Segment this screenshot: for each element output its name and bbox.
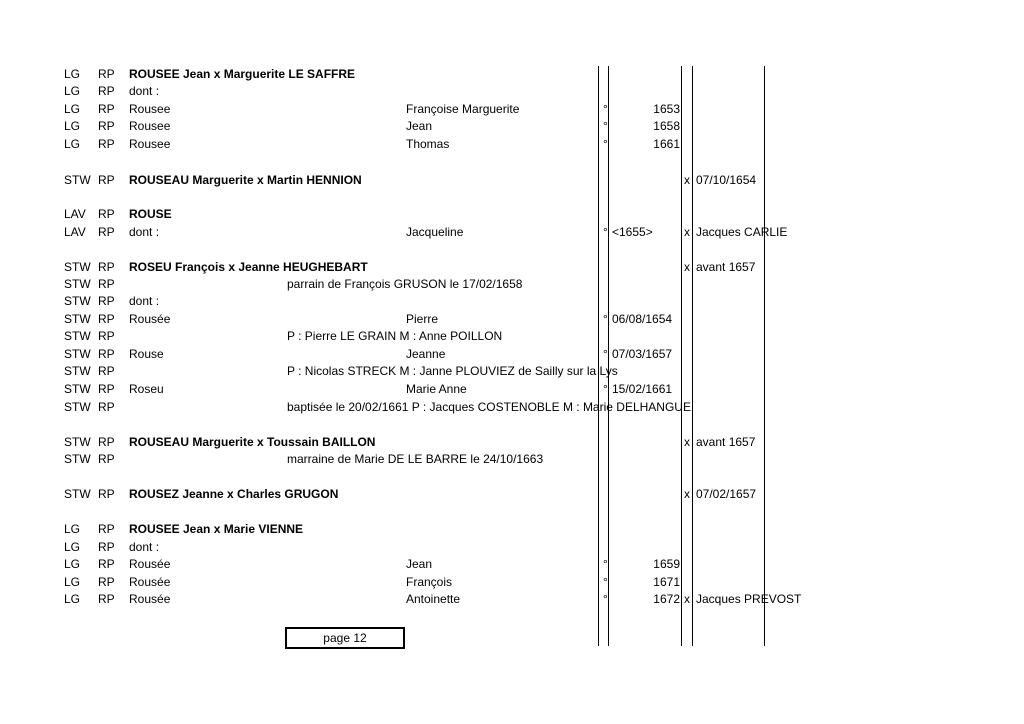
- person-name: dont :: [129, 84, 160, 98]
- birth-mark: °: [603, 557, 608, 571]
- record-type: RP: [98, 400, 115, 414]
- birth-year: 1672: [653, 592, 680, 606]
- record-row: [0, 118, 1024, 135]
- marriage-info: Jacques CARLIE: [696, 225, 788, 239]
- birth-date: 15/02/1661: [612, 382, 673, 396]
- record-note: P : Pierre LE GRAIN M : Anne POILLON: [287, 329, 503, 343]
- marriage-mark: x: [684, 487, 690, 501]
- record-type: RP: [98, 540, 115, 554]
- marriage-info: avant 1657: [696, 260, 756, 274]
- birth-mark: °: [603, 225, 608, 239]
- person-name: Rouse: [129, 347, 164, 361]
- record-row: [0, 399, 1024, 416]
- person-name: ROUSE: [129, 207, 172, 221]
- birth-mark: °: [603, 102, 608, 116]
- first-name: Jacqueline: [406, 225, 464, 239]
- marriage-mark: x: [684, 435, 690, 449]
- record-row: [0, 83, 1024, 100]
- record-row: [0, 381, 1024, 398]
- person-name: Rousée: [129, 592, 171, 606]
- source-code: LG: [64, 540, 81, 554]
- birth-year: 1661: [653, 137, 680, 151]
- first-name: Marie Anne: [406, 382, 467, 396]
- marriage-info: Jacques PREVOST: [696, 592, 802, 606]
- record-type: RP: [98, 435, 115, 449]
- source-code: LG: [64, 137, 81, 151]
- record-row: [0, 293, 1024, 310]
- record-row: [0, 206, 1024, 223]
- record-type: RP: [98, 312, 115, 326]
- record-type: RP: [98, 522, 115, 536]
- record-row: [0, 521, 1024, 538]
- record-type: RP: [98, 294, 115, 308]
- person-name: ROSEU François x Jeanne HEUGHEBART: [129, 260, 368, 274]
- birth-date: <1655>: [612, 225, 653, 239]
- record-type: RP: [98, 592, 115, 606]
- marriage-mark: x: [684, 225, 690, 239]
- marriage-mark: x: [684, 173, 690, 187]
- birth-year: 1671: [653, 575, 680, 589]
- record-row: [0, 224, 1024, 241]
- person-name: ROUSEZ Jeanne x Charles GRUGON: [129, 487, 339, 501]
- source-code: STW: [64, 260, 91, 274]
- person-name: ROUSEE Jean x Marguerite LE SAFFRE: [129, 67, 356, 81]
- first-name: Thomas: [406, 137, 450, 151]
- record-type: RP: [98, 260, 115, 274]
- record-row: [0, 259, 1024, 276]
- record-row: [0, 363, 1024, 380]
- first-name: Jeanne: [406, 347, 446, 361]
- person-name: dont :: [129, 540, 160, 554]
- record-row: [0, 172, 1024, 189]
- person-name: ROUSEAU Marguerite x Martin HENNION: [129, 173, 362, 187]
- record-type: RP: [98, 382, 115, 396]
- source-code: LG: [64, 119, 81, 133]
- record-row: [0, 451, 1024, 468]
- marriage-info: 07/10/1654: [696, 173, 757, 187]
- birth-mark: °: [603, 119, 608, 133]
- record-row: [0, 328, 1024, 345]
- record-type: RP: [98, 277, 115, 291]
- record-type: RP: [98, 347, 115, 361]
- record-type: RP: [98, 557, 115, 571]
- source-code: STW: [64, 347, 91, 361]
- record-type: RP: [98, 119, 115, 133]
- first-name: Jean: [406, 557, 433, 571]
- record-type: RP: [98, 225, 115, 239]
- source-code: STW: [64, 312, 91, 326]
- person-name: Rousée: [129, 312, 171, 326]
- source-code: LG: [64, 575, 81, 589]
- source-code: STW: [64, 487, 91, 501]
- source-code: STW: [64, 294, 91, 308]
- source-code: LG: [64, 102, 81, 116]
- record-type: RP: [98, 84, 115, 98]
- birth-year: 1653: [653, 102, 680, 116]
- source-code: LG: [64, 522, 81, 536]
- page-number-box: [285, 627, 405, 649]
- record-type: RP: [98, 329, 115, 343]
- source-code: STW: [64, 382, 91, 396]
- person-name: dont :: [129, 294, 160, 308]
- record-note: marraine de Marie DE LE BARRE le 24/10/1663: [287, 452, 544, 466]
- record-type: RP: [98, 137, 115, 151]
- record-row: [0, 66, 1024, 83]
- record-type: RP: [98, 67, 115, 81]
- source-code: LAV: [64, 225, 86, 239]
- source-code: STW: [64, 329, 91, 343]
- record-note: P : Nicolas STRECK M : Janne PLOUVIEZ de Sailly sur la Lys: [287, 364, 618, 378]
- first-name: Jean: [406, 119, 433, 133]
- person-name: Rousee: [129, 137, 171, 151]
- record-row: [0, 311, 1024, 328]
- person-name: Rousee: [129, 119, 171, 133]
- record-type: RP: [98, 207, 115, 221]
- marriage-mark: x: [684, 592, 690, 606]
- record-type: RP: [98, 452, 115, 466]
- page-number: page 12: [323, 631, 367, 645]
- person-name: Rousée: [129, 557, 171, 571]
- record-type: RP: [98, 487, 115, 501]
- record-note: baptisée le 20/02/1661 P : Jacques COSTENOBLE M : Marie DELHANGUE: [287, 400, 691, 414]
- source-code: LAV: [64, 207, 86, 221]
- first-name: Françoise Marguerite: [406, 102, 520, 116]
- record-row: [0, 574, 1024, 591]
- record-row: [0, 486, 1024, 503]
- source-code: STW: [64, 400, 91, 414]
- birth-year: 1659: [653, 557, 680, 571]
- record-row: [0, 591, 1024, 608]
- source-code: LG: [64, 84, 81, 98]
- source-code: LG: [64, 592, 81, 606]
- record-type: RP: [98, 364, 115, 378]
- record-type: RP: [98, 102, 115, 116]
- marriage-mark: x: [684, 260, 690, 274]
- first-name: Antoinette: [406, 592, 461, 606]
- record-row: [0, 434, 1024, 451]
- source-code: STW: [64, 173, 91, 187]
- birth-mark: °: [603, 137, 608, 151]
- source-code: LG: [64, 557, 81, 571]
- person-name: ROUSEAU Marguerite x Toussain BAILLON: [129, 435, 376, 449]
- record-type: RP: [98, 173, 115, 187]
- birth-date: 06/08/1654: [612, 312, 673, 326]
- birth-year: 1658: [653, 119, 680, 133]
- birth-mark: °: [603, 347, 608, 361]
- first-name: François: [406, 575, 453, 589]
- birth-date: 07/03/1657: [612, 347, 673, 361]
- source-code: STW: [64, 277, 91, 291]
- source-code: STW: [64, 452, 91, 466]
- person-name: Rousee: [129, 102, 171, 116]
- record-row: [0, 276, 1024, 293]
- record-type: RP: [98, 575, 115, 589]
- person-name: dont :: [129, 225, 160, 239]
- birth-mark: °: [603, 312, 608, 326]
- record-row: [0, 539, 1024, 556]
- person-name: ROUSEE Jean x Marie VIENNE: [129, 522, 304, 536]
- marriage-info: 07/02/1657: [696, 487, 757, 501]
- marriage-info: avant 1657: [696, 435, 756, 449]
- source-code: STW: [64, 435, 91, 449]
- person-name: Roseu: [129, 382, 164, 396]
- source-code: STW: [64, 364, 91, 378]
- source-code: LG: [64, 67, 81, 81]
- record-row: [0, 101, 1024, 118]
- first-name: Pierre: [406, 312, 439, 326]
- birth-mark: °: [603, 382, 608, 396]
- birth-mark: °: [603, 592, 608, 606]
- person-name: Rousée: [129, 575, 171, 589]
- record-note: parrain de François GRUSON le 17/02/1658: [287, 277, 523, 291]
- record-row: [0, 556, 1024, 573]
- record-row: [0, 136, 1024, 153]
- record-row: [0, 346, 1024, 363]
- birth-mark: °: [603, 575, 608, 589]
